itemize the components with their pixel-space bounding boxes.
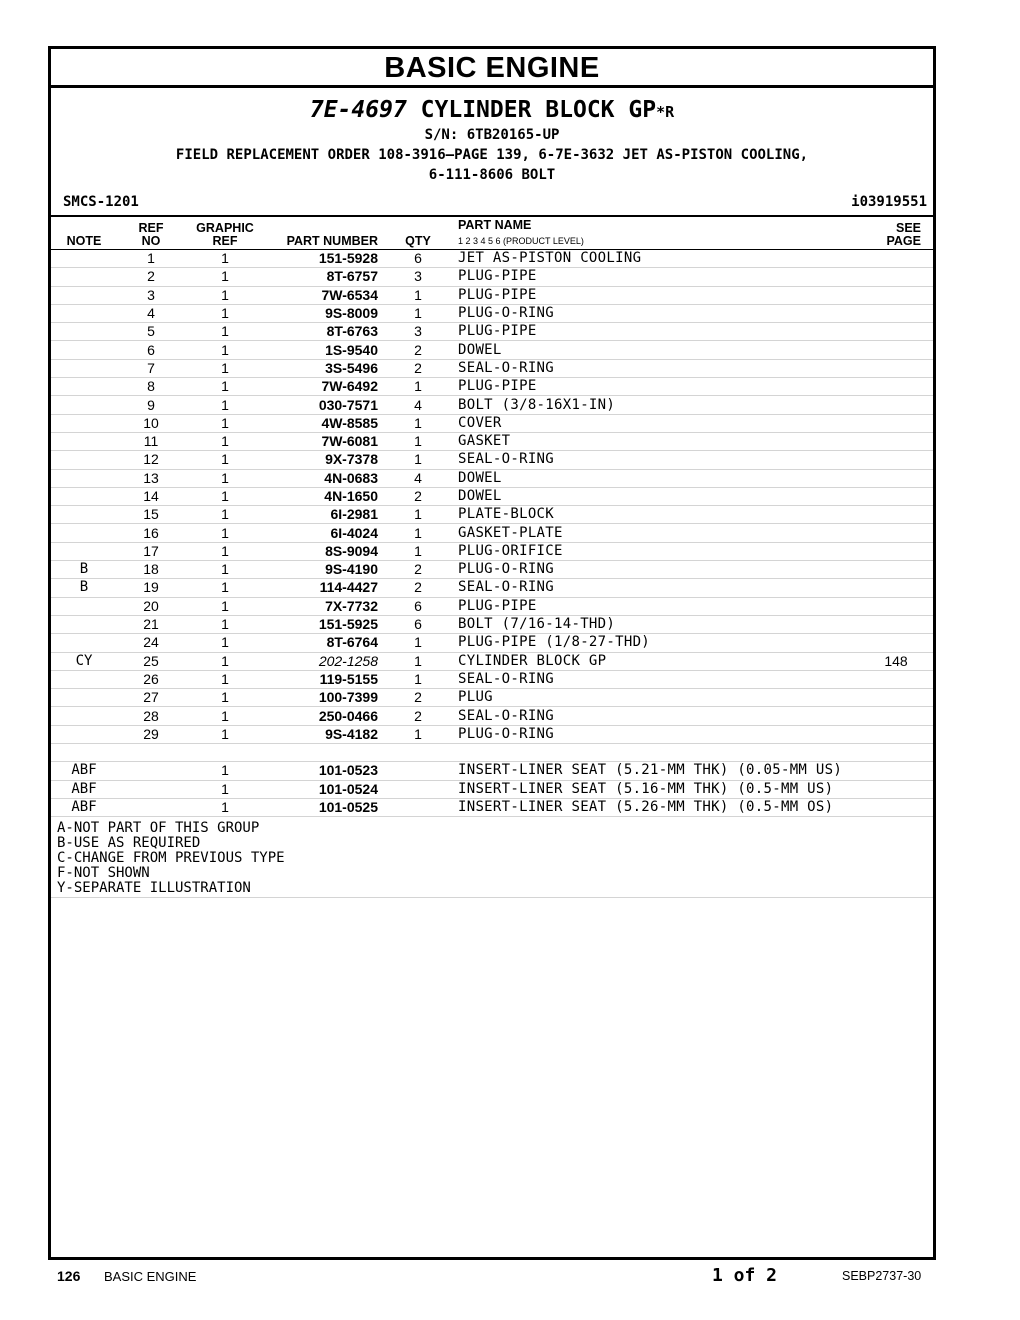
cell-qty: 1: [378, 524, 458, 542]
cell-qty: 1: [378, 451, 458, 469]
cell-part-number: 7X-7732: [265, 597, 378, 615]
cell-note: CY: [51, 652, 117, 670]
table-row: [51, 798, 933, 816]
cell-part-name: JET AS-PISTON COOLING: [458, 250, 871, 268]
table-header-row: [51, 217, 933, 250]
cell-ref-no: 4: [117, 304, 185, 322]
cell-part-number: 4W-8585: [265, 414, 378, 432]
cell-note: [51, 670, 117, 688]
cell-ref-no: [117, 744, 185, 762]
cell-qty: 1: [378, 725, 458, 743]
cell-ref-no: 6: [117, 341, 185, 359]
cell-graphic-ref: 1: [185, 542, 265, 560]
header-graphic-ref-line1: GRAPHIC: [196, 221, 254, 235]
cell-part-number: 8T-6763: [265, 323, 378, 341]
field-replacement-line-1: FIELD REPLACEMENT ORDER 108-3916—PAGE 139, 6-7E-3632 JET AS-PISTON COOLING,: [175, 147, 809, 163]
cell-see-page: [871, 670, 933, 688]
cell-part-name: BOLT (7/16-14-THD): [458, 615, 871, 633]
cell-see-page: [871, 744, 933, 762]
cell-part-number: [265, 744, 378, 762]
cell-see-page: [871, 561, 933, 579]
cell-note: [51, 286, 117, 304]
cell-qty: 6: [378, 615, 458, 633]
header-ref-no: [117, 217, 185, 250]
header-qty: QTY: [378, 217, 458, 250]
footer-page-of: 1 of 2: [712, 1265, 778, 1286]
cell-qty: 6: [378, 597, 458, 615]
cell-qty: [378, 780, 458, 798]
cell-qty: 1: [378, 432, 458, 450]
cell-ref-no: 15: [117, 506, 185, 524]
cell-see-page: [871, 286, 933, 304]
cell-graphic-ref: [185, 744, 265, 762]
cell-note: [51, 432, 117, 450]
cell-note: [51, 524, 117, 542]
cell-part-number: 9S-8009: [265, 304, 378, 322]
table-row: [51, 634, 933, 652]
page-footer: [0, 1265, 1020, 1289]
cell-graphic-ref: 1: [185, 670, 265, 688]
legend-item: Y-SEPARATE ILLUSTRATION: [57, 880, 251, 897]
cell-graphic-ref: 1: [185, 524, 265, 542]
cell-note: [51, 707, 117, 725]
cell-see-page: [871, 689, 933, 707]
cell-graphic-ref: 1: [185, 561, 265, 579]
cell-part-number: 9S-4182: [265, 725, 378, 743]
cell-graphic-ref: 1: [185, 780, 265, 798]
cell-ref-no: [117, 762, 185, 780]
cell-note: [51, 451, 117, 469]
legend-item: A-NOT PART OF THIS GROUP: [57, 820, 260, 837]
cell-note: [51, 304, 117, 322]
header-ref-no-line2: NO: [141, 234, 161, 248]
table-row: [51, 487, 933, 505]
group-title: [51, 97, 933, 125]
cell-part-name: PLUG: [458, 689, 871, 707]
cell-see-page: [871, 323, 933, 341]
cell-note: [51, 250, 117, 268]
cell-part-name: INSERT-LINER SEAT (5.16-MM THK) (0.5-MM US): [458, 780, 871, 798]
cell-qty: 2: [378, 341, 458, 359]
cell-graphic-ref: 1: [185, 451, 265, 469]
table-row: [51, 396, 933, 414]
cell-see-page: [871, 579, 933, 597]
cell-part-number: 101-0525: [265, 798, 378, 816]
header-part-name: [458, 217, 871, 250]
cell-part-name: PLUG-PIPE: [458, 378, 871, 396]
cell-part-number: 114-4427: [265, 579, 378, 597]
table-row: [51, 615, 933, 633]
header-part-number: PART NUMBER: [265, 217, 378, 250]
cell-qty: 1: [378, 414, 458, 432]
cell-ref-no: 11: [117, 432, 185, 450]
cell-note: [51, 268, 117, 286]
cell-graphic-ref: 1: [185, 579, 265, 597]
cell-ref-no: 18: [117, 561, 185, 579]
cell-note: [51, 359, 117, 377]
table-row: [51, 341, 933, 359]
cell-part-name: GASKET-PLATE: [458, 524, 871, 542]
footer-document-number: SEBP2737-30: [842, 1269, 922, 1283]
cell-note: [51, 323, 117, 341]
cell-graphic-ref: 1: [185, 652, 265, 670]
cell-part-number: 101-0523: [265, 762, 378, 780]
cell-see-page: [871, 268, 933, 286]
cell-qty: 2: [378, 707, 458, 725]
cell-qty: 2: [378, 689, 458, 707]
table-row: [51, 304, 933, 322]
cell-note: [51, 744, 117, 762]
cell-part-name: SEAL-O-RING: [458, 359, 871, 377]
cell-graphic-ref: 1: [185, 378, 265, 396]
cell-ref-no: 27: [117, 689, 185, 707]
table-row: [51, 561, 933, 579]
cell-part-name: SEAL-O-RING: [458, 670, 871, 688]
cell-part-number: 8T-6757: [265, 268, 378, 286]
cell-part-number: 8T-6764: [265, 634, 378, 652]
cell-see-page: [871, 378, 933, 396]
header-graphic-ref-line2: REF: [212, 234, 238, 248]
cell-part-name: SEAL-O-RING: [458, 451, 871, 469]
cell-qty: 2: [378, 561, 458, 579]
legend-item: C-CHANGE FROM PREVIOUS TYPE: [57, 850, 285, 867]
cell-part-number: 202-1258: [265, 652, 378, 670]
serial-number: S/N: 6TB20165-UP: [424, 127, 560, 143]
cell-note: [51, 689, 117, 707]
cell-see-page: [871, 469, 933, 487]
cell-graphic-ref: 1: [185, 286, 265, 304]
cell-qty: [378, 798, 458, 816]
cell-graphic-ref: 1: [185, 268, 265, 286]
cell-part-name: INSERT-LINER SEAT (5.26-MM THK) (0.5-MM OS): [458, 798, 871, 816]
cell-ref-no: 12: [117, 451, 185, 469]
header-see-page: [871, 217, 933, 250]
table-row: [51, 359, 933, 377]
cell-part-name: PLUG-O-RING: [458, 304, 871, 322]
cell-graphic-ref: 1: [185, 341, 265, 359]
cell-see-page: [871, 524, 933, 542]
cell-part-name: COVER: [458, 414, 871, 432]
cell-see-page: [871, 634, 933, 652]
cell-graphic-ref: 1: [185, 323, 265, 341]
table-row: [51, 780, 933, 798]
cell-part-number: 6I-2981: [265, 506, 378, 524]
page-frame: [48, 46, 936, 1260]
cell-part-name: PLUG-PIPE: [458, 268, 871, 286]
cell-note: [51, 396, 117, 414]
cell-graphic-ref: 1: [185, 487, 265, 505]
cell-ref-no: 25: [117, 652, 185, 670]
cell-ref-no: 5: [117, 323, 185, 341]
cell-graphic-ref: 1: [185, 432, 265, 450]
cell-part-number: 030-7571: [265, 396, 378, 414]
cell-part-name: CYLINDER BLOCK GP: [458, 652, 871, 670]
cell-part-number: 3S-5496: [265, 359, 378, 377]
parts-table: [51, 217, 933, 817]
cell-part-number: 250-0466: [265, 707, 378, 725]
cell-see-page: [871, 451, 933, 469]
smcs-code: SMCS-1201: [63, 194, 139, 210]
cell-note: B: [51, 579, 117, 597]
table-row: [51, 469, 933, 487]
cell-ref-no: 17: [117, 542, 185, 560]
cell-graphic-ref: 1: [185, 597, 265, 615]
header-product-level: 1 2 3 4 5 6 (PRODUCT LEVEL): [458, 236, 584, 246]
cell-note: [51, 378, 117, 396]
cell-part-number: 100-7399: [265, 689, 378, 707]
cell-note: [51, 634, 117, 652]
cell-part-number: 7W-6492: [265, 378, 378, 396]
cell-see-page: [871, 542, 933, 560]
cell-ref-no: 8: [117, 378, 185, 396]
cell-note: [51, 725, 117, 743]
cell-part-number: 8S-9094: [265, 542, 378, 560]
cell-part-name: GASKET: [458, 432, 871, 450]
cell-see-page: [871, 780, 933, 798]
cell-part-name: PLUG-PIPE: [458, 323, 871, 341]
header-part-name-label: PART NAME: [458, 218, 532, 232]
cell-part-name: PLUG-PIPE (1/8-27-THD): [458, 634, 871, 652]
cell-note: [51, 341, 117, 359]
cell-qty: 1: [378, 378, 458, 396]
cell-qty: 3: [378, 323, 458, 341]
table-row: [51, 378, 933, 396]
cell-see-page: [871, 414, 933, 432]
cell-part-name: [458, 744, 871, 762]
cell-part-name: SEAL-O-RING: [458, 707, 871, 725]
table-row: [51, 579, 933, 597]
cell-graphic-ref: 1: [185, 725, 265, 743]
id-row: [51, 193, 933, 217]
cell-note: [51, 469, 117, 487]
cell-part-number: 151-5928: [265, 250, 378, 268]
legend-item: B-USE AS REQUIRED: [57, 835, 201, 852]
cell-graphic-ref: 1: [185, 304, 265, 322]
cell-part-number: 1S-9540: [265, 341, 378, 359]
cell-part-number: 101-0524: [265, 780, 378, 798]
cell-qty: 2: [378, 359, 458, 377]
cell-see-page: [871, 304, 933, 322]
cell-see-page: [871, 432, 933, 450]
cell-graphic-ref: 1: [185, 707, 265, 725]
cell-graphic-ref: 1: [185, 396, 265, 414]
cell-graphic-ref: 1: [185, 762, 265, 780]
cell-note: ABF: [51, 798, 117, 816]
table-row: [51, 652, 933, 670]
field-replacement-line-2: 6-111-8606 BOLT: [428, 167, 556, 183]
cell-ref-no: [117, 780, 185, 798]
cell-ref-no: 9: [117, 396, 185, 414]
illustration-id: i03919551: [851, 194, 927, 210]
group-part-number: 7E-4697: [309, 97, 407, 123]
cell-note: ABF: [51, 762, 117, 780]
cell-qty: 6: [378, 250, 458, 268]
legend-item: F-NOT SHOWN: [57, 865, 150, 882]
table-row: [51, 744, 933, 762]
cell-qty: 2: [378, 487, 458, 505]
notes-legend: [51, 817, 933, 898]
cell-qty: 1: [378, 652, 458, 670]
section-title: BASIC ENGINE: [51, 49, 933, 88]
cell-part-name: PLUG-O-RING: [458, 725, 871, 743]
cell-see-page: [871, 341, 933, 359]
cell-part-number: 4N-1650: [265, 487, 378, 505]
cell-graphic-ref: 1: [185, 615, 265, 633]
cell-part-name: DOWEL: [458, 469, 871, 487]
cell-part-name: PLUG-ORIFICE: [458, 542, 871, 560]
cell-part-number: 151-5925: [265, 615, 378, 633]
cell-part-name: PLUG-PIPE: [458, 286, 871, 304]
cell-part-name: PLUG-PIPE: [458, 597, 871, 615]
cell-ref-no: 2: [117, 268, 185, 286]
cell-part-number: 9X-7378: [265, 451, 378, 469]
cell-ref-no: [117, 798, 185, 816]
cell-graphic-ref: 1: [185, 506, 265, 524]
cell-note: [51, 414, 117, 432]
cell-part-name: PLATE-BLOCK: [458, 506, 871, 524]
table-row: [51, 268, 933, 286]
cell-ref-no: 21: [117, 615, 185, 633]
cell-part-number: 119-5155: [265, 670, 378, 688]
cell-see-page: [871, 798, 933, 816]
group-name: CYLINDER BLOCK GP: [420, 97, 657, 123]
table-row: [51, 542, 933, 560]
footer-page-number: 126: [57, 1268, 81, 1284]
cell-see-page: [871, 597, 933, 615]
cell-part-name: BOLT (3/8-16X1-IN): [458, 396, 871, 414]
cell-graphic-ref: 1: [185, 634, 265, 652]
parts-table-body: [51, 250, 933, 817]
table-row: [51, 506, 933, 524]
cell-qty: 1: [378, 304, 458, 322]
cell-ref-no: 20: [117, 597, 185, 615]
header-graphic-ref: [185, 217, 265, 250]
table-row: [51, 725, 933, 743]
footer-section: BASIC ENGINE: [104, 1269, 197, 1284]
cell-part-name: PLUG-O-RING: [458, 561, 871, 579]
cell-ref-no: 7: [117, 359, 185, 377]
cell-graphic-ref: 1: [185, 689, 265, 707]
cell-graphic-ref: 1: [185, 469, 265, 487]
cell-ref-no: 13: [117, 469, 185, 487]
cell-part-number: 6I-4024: [265, 524, 378, 542]
cell-see-page: [871, 359, 933, 377]
cell-see-page: [871, 250, 933, 268]
header-see-page-line2: PAGE: [886, 234, 921, 248]
cell-see-page: [871, 506, 933, 524]
cell-part-number: 7W-6081: [265, 432, 378, 450]
cell-graphic-ref: 1: [185, 359, 265, 377]
cell-part-name: SEAL-O-RING: [458, 579, 871, 597]
cell-part-number: 7W-6534: [265, 286, 378, 304]
table-row: [51, 670, 933, 688]
cell-note: [51, 615, 117, 633]
cell-part-number: 9S-4190: [265, 561, 378, 579]
cell-see-page: [871, 707, 933, 725]
cell-see-page: [871, 396, 933, 414]
cell-note: ABF: [51, 780, 117, 798]
cell-qty: 1: [378, 506, 458, 524]
cell-qty: 1: [378, 670, 458, 688]
cell-part-number: 4N-0683: [265, 469, 378, 487]
table-row: [51, 689, 933, 707]
cell-note: [51, 542, 117, 560]
header-note: NOTE: [51, 217, 117, 250]
cell-see-page: [871, 762, 933, 780]
cell-part-name: DOWEL: [458, 487, 871, 505]
cell-ref-no: 24: [117, 634, 185, 652]
cell-see-page: [871, 725, 933, 743]
table-row: [51, 432, 933, 450]
cell-qty: 1: [378, 634, 458, 652]
cell-ref-no: 14: [117, 487, 185, 505]
cell-see-page: 148: [871, 652, 933, 670]
cell-graphic-ref: 1: [185, 798, 265, 816]
cell-graphic-ref: 1: [185, 414, 265, 432]
cell-qty: 3: [378, 268, 458, 286]
cell-ref-no: 16: [117, 524, 185, 542]
table-row: [51, 707, 933, 725]
cell-qty: 1: [378, 286, 458, 304]
cell-qty: 4: [378, 396, 458, 414]
table-row: [51, 250, 933, 268]
table-row: [51, 451, 933, 469]
cell-ref-no: 26: [117, 670, 185, 688]
table-row: [51, 524, 933, 542]
cell-part-name: DOWEL: [458, 341, 871, 359]
cell-ref-no: 29: [117, 725, 185, 743]
cell-qty: [378, 762, 458, 780]
cell-note: [51, 597, 117, 615]
table-row: [51, 597, 933, 615]
header-see-page-line1: SEE: [895, 221, 921, 235]
cell-ref-no: 3: [117, 286, 185, 304]
group-header: [51, 97, 933, 185]
table-row: [51, 762, 933, 780]
cell-ref-no: 28: [117, 707, 185, 725]
table-row: [51, 286, 933, 304]
cell-ref-no: 19: [117, 579, 185, 597]
cell-see-page: [871, 615, 933, 633]
cell-ref-no: 10: [117, 414, 185, 432]
group-suffix: *R: [656, 103, 675, 121]
cell-see-page: [871, 487, 933, 505]
header-ref-no-line1: REF: [138, 221, 164, 235]
table-row: [51, 323, 933, 341]
cell-note: [51, 506, 117, 524]
cell-part-name: INSERT-LINER SEAT (5.21-MM THK) (0.05-MM US): [458, 762, 871, 780]
cell-note: [51, 487, 117, 505]
cell-qty: 1: [378, 542, 458, 560]
cell-note: B: [51, 561, 117, 579]
cell-qty: [378, 744, 458, 762]
cell-qty: 2: [378, 579, 458, 597]
cell-graphic-ref: 1: [185, 250, 265, 268]
cell-qty: 4: [378, 469, 458, 487]
cell-ref-no: 1: [117, 250, 185, 268]
table-row: [51, 414, 933, 432]
